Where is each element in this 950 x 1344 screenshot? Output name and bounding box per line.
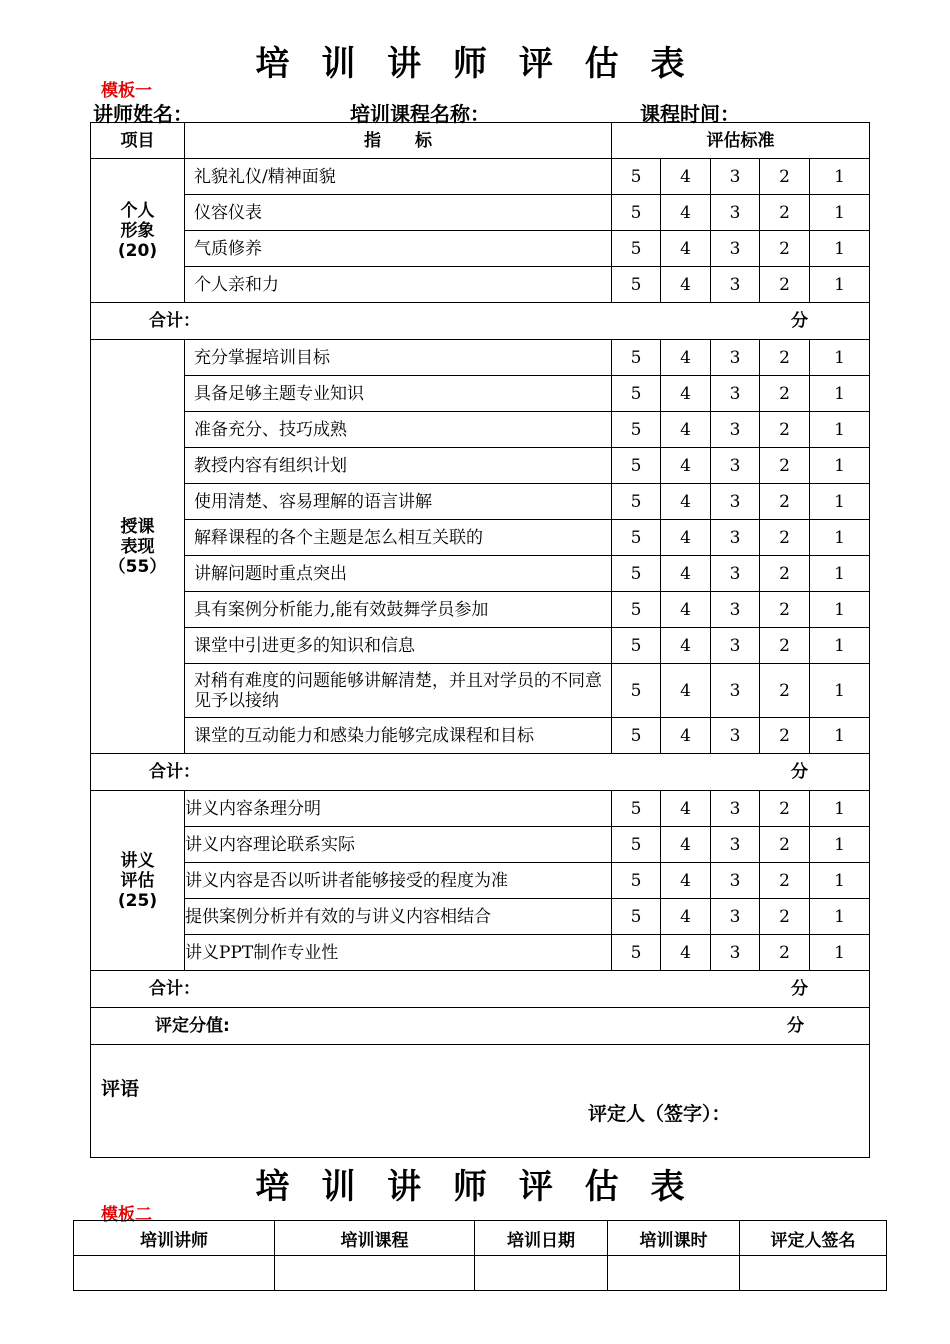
score-option-5[interactable]: 5 — [612, 791, 661, 827]
indicator-text: 教授内容有组织计划 — [185, 448, 612, 484]
score-option-1[interactable]: 1 — [810, 520, 870, 556]
score-option-1[interactable]: 1 — [810, 592, 870, 628]
course-time-field: 课程时间： — [640, 102, 740, 126]
score-option-3[interactable]: 3 — [711, 827, 760, 863]
score-option-1[interactable]: 1 — [810, 159, 870, 195]
score-option-5[interactable]: 5 — [612, 899, 661, 935]
table-row — [91, 664, 870, 718]
table-row — [91, 159, 870, 195]
score-option-1[interactable]: 1 — [810, 718, 870, 754]
trainer-name-field: 讲师姓名： — [93, 102, 193, 126]
table-header-row — [91, 123, 870, 159]
template-two-table — [73, 1220, 887, 1291]
table-row — [91, 195, 870, 231]
section-label-line: 个人 — [120, 200, 155, 221]
table-row — [91, 899, 870, 935]
score-option-3[interactable]: 3 — [711, 791, 760, 827]
score-option-5[interactable]: 5 — [612, 628, 661, 664]
indicator-text: 使用清楚、容易理解的语言讲解 — [185, 484, 612, 520]
signature-cell[interactable] — [740, 1256, 887, 1291]
table-row — [91, 791, 870, 827]
score-option-3[interactable]: 3 — [711, 484, 760, 520]
final-score-unit: 分 — [787, 1016, 804, 1036]
score-option-4[interactable]: 4 — [661, 520, 711, 556]
score-option-2[interactable]: 2 — [760, 267, 810, 303]
hours-cell[interactable] — [608, 1256, 740, 1291]
table-row — [91, 267, 870, 303]
score-option-2[interactable]: 2 — [760, 827, 810, 863]
score-option-4[interactable]: 4 — [661, 159, 711, 195]
course-name-field: 培训课程名称： — [350, 102, 490, 126]
score-option-1[interactable]: 1 — [810, 340, 870, 376]
score-option-3[interactable]: 3 — [711, 520, 760, 556]
header-course: 培训课程 — [275, 1221, 475, 1256]
indicator-text: 对稍有难度的问题能够讲解清楚，并且对学员的不同意见予以接纳 — [185, 664, 612, 718]
score-option-1[interactable]: 1 — [810, 412, 870, 448]
score-option-5[interactable]: 5 — [612, 412, 661, 448]
score-option-3[interactable]: 3 — [711, 899, 760, 935]
indicator-text: 准备充分、技巧成熟 — [185, 412, 612, 448]
subtotal-unit: 分 — [791, 979, 808, 999]
comment-label: 评语 — [101, 1078, 140, 1100]
section-label-teaching-performance — [91, 340, 185, 754]
indicator-text: 讲解问题时重点突出 — [185, 556, 612, 592]
score-option-4[interactable]: 4 — [661, 827, 711, 863]
score-option-1[interactable]: 1 — [810, 556, 870, 592]
indicator-text: 具备足够主题专业知识 — [185, 376, 612, 412]
evaluation-table — [90, 122, 870, 1158]
score-option-5[interactable]: 5 — [612, 448, 661, 484]
score-option-1[interactable]: 1 — [810, 664, 870, 718]
score-option-3[interactable]: 3 — [711, 412, 760, 448]
score-option-4[interactable]: 4 — [661, 376, 711, 412]
score-option-5[interactable]: 5 — [612, 376, 661, 412]
score-option-4[interactable]: 4 — [661, 935, 711, 971]
score-option-3[interactable]: 3 — [711, 340, 760, 376]
score-option-2[interactable]: 2 — [760, 231, 810, 267]
header-trainer: 培训讲师 — [74, 1221, 275, 1256]
score-option-1[interactable]: 1 — [810, 448, 870, 484]
indicator-text: 仪容仪表 — [185, 195, 612, 231]
score-option-2[interactable]: 2 — [760, 340, 810, 376]
final-score-row — [91, 1008, 870, 1045]
score-option-2[interactable]: 2 — [760, 718, 810, 754]
section-label-line: 评估 — [120, 870, 155, 891]
table-row — [91, 718, 870, 754]
score-option-1[interactable]: 1 — [810, 628, 870, 664]
column-header-item: 项目 — [91, 123, 185, 159]
section-label-line: 形象 — [120, 220, 155, 241]
score-option-5[interactable]: 5 — [612, 231, 661, 267]
score-option-5[interactable]: 5 — [612, 159, 661, 195]
score-option-1[interactable]: 1 — [810, 267, 870, 303]
score-option-4[interactable]: 4 — [661, 195, 711, 231]
subtotal-label: 合计： — [149, 979, 200, 999]
score-option-3[interactable]: 3 — [711, 718, 760, 754]
indicator-text: 讲义内容是否以听讲者能够接受的程度为准 — [185, 863, 612, 899]
score-option-5[interactable]: 5 — [612, 863, 661, 899]
template-two-input-row — [74, 1256, 887, 1291]
header-hours: 培训课时 — [608, 1221, 740, 1256]
score-option-4[interactable]: 4 — [661, 267, 711, 303]
score-option-1[interactable]: 1 — [810, 791, 870, 827]
indicator-text: 解释课程的各个主题是怎么相互关联的 — [185, 520, 612, 556]
indicator-text: 提供案例分析并有效的与讲义内容相结合 — [185, 899, 612, 935]
score-option-5[interactable]: 5 — [612, 718, 661, 754]
table-row — [91, 556, 870, 592]
score-option-4[interactable]: 4 — [661, 791, 711, 827]
section-label-line: 表现 — [120, 536, 155, 557]
score-option-2[interactable]: 2 — [760, 863, 810, 899]
score-option-1[interactable]: 1 — [810, 376, 870, 412]
score-option-5[interactable]: 5 — [612, 267, 661, 303]
signer-label: 评定人（签字）： — [588, 1103, 731, 1125]
score-option-1[interactable]: 1 — [810, 231, 870, 267]
table-row — [91, 412, 870, 448]
indicator-text: 课堂的互动能力和感染力能够完成课程和目标 — [185, 718, 612, 754]
table-row — [91, 484, 870, 520]
indicator-text: 充分掌握培训目标 — [185, 340, 612, 376]
section-label-line: 授课 — [120, 516, 155, 537]
table-row — [91, 231, 870, 267]
score-option-1[interactable]: 1 — [810, 827, 870, 863]
indicator-text: 气质修养 — [185, 231, 612, 267]
score-option-3[interactable]: 3 — [711, 935, 760, 971]
table-row — [91, 628, 870, 664]
table-row — [91, 592, 870, 628]
indicator-text: 礼貌礼仪/精神面貌 — [185, 159, 612, 195]
indicator-text: 讲义内容条理分明 — [185, 791, 612, 827]
score-option-4[interactable]: 4 — [661, 718, 711, 754]
subtotal-row — [91, 754, 870, 791]
indicator-text: 课堂中引进更多的知识和信息 — [185, 628, 612, 664]
template-two-label: 模板二 — [101, 1205, 152, 1225]
score-option-3[interactable]: 3 — [711, 664, 760, 718]
section-label-line: 讲义 — [120, 850, 155, 871]
indicator-text: 个人亲和力 — [185, 267, 612, 303]
score-option-3[interactable]: 3 — [711, 556, 760, 592]
score-option-4[interactable]: 4 — [661, 863, 711, 899]
score-option-4[interactable]: 4 — [661, 340, 711, 376]
subtotal-unit: 分 — [791, 762, 808, 782]
score-option-1[interactable]: 1 — [810, 863, 870, 899]
column-header-indicator: 指 标 — [185, 123, 612, 159]
table-row — [91, 340, 870, 376]
subtotal-row — [91, 971, 870, 1008]
score-option-4[interactable]: 4 — [661, 448, 711, 484]
course-cell[interactable] — [275, 1256, 475, 1291]
score-option-4[interactable]: 4 — [661, 899, 711, 935]
score-option-5[interactable]: 5 — [612, 556, 661, 592]
score-option-3[interactable]: 3 — [711, 628, 760, 664]
score-option-4[interactable]: 4 — [661, 664, 711, 718]
score-option-1[interactable]: 1 — [810, 484, 870, 520]
score-option-4[interactable]: 4 — [661, 231, 711, 267]
score-option-4[interactable]: 4 — [661, 628, 711, 664]
header-date: 培训日期 — [475, 1221, 608, 1256]
score-option-2[interactable]: 2 — [760, 484, 810, 520]
score-option-2[interactable]: 2 — [760, 628, 810, 664]
score-option-2[interactable]: 2 — [760, 412, 810, 448]
template-two-header-row — [74, 1221, 887, 1256]
trainer-cell[interactable] — [74, 1256, 275, 1291]
section-label-personal-image — [91, 159, 185, 303]
score-option-1[interactable]: 1 — [810, 195, 870, 231]
page-title: 培 训 讲 师 评 估 表 — [255, 44, 695, 84]
table-row — [91, 376, 870, 412]
final-score-label: 评定分值: — [155, 1016, 230, 1036]
section-label-line: (20) — [117, 240, 158, 261]
subtotal-label: 合计： — [149, 311, 200, 331]
score-option-5[interactable]: 5 — [612, 195, 661, 231]
score-option-4[interactable]: 4 — [661, 556, 711, 592]
score-option-2[interactable]: 2 — [760, 195, 810, 231]
score-option-1[interactable]: 1 — [810, 935, 870, 971]
section-label-line: (25) — [117, 890, 158, 911]
section-label-line: （55） — [108, 556, 167, 577]
indicator-text: 讲义内容理论联系实际 — [185, 827, 612, 863]
table-row — [91, 827, 870, 863]
comment-row — [91, 1045, 870, 1158]
indicator-text: 讲义PPT制作专业性 — [185, 935, 612, 971]
score-option-5[interactable]: 5 — [612, 484, 661, 520]
score-option-5[interactable]: 5 — [612, 827, 661, 863]
page-title-2: 培 训 讲 师 评 估 表 — [255, 1167, 695, 1207]
score-option-4[interactable]: 4 — [661, 484, 711, 520]
score-option-3[interactable]: 3 — [711, 195, 760, 231]
score-option-3[interactable]: 3 — [711, 863, 760, 899]
indicator-text: 具有案例分析能力,能有效鼓舞学员参加 — [185, 592, 612, 628]
score-option-5[interactable]: 5 — [612, 935, 661, 971]
table-row — [91, 448, 870, 484]
score-option-5[interactable]: 5 — [612, 592, 661, 628]
score-option-2[interactable]: 2 — [760, 592, 810, 628]
subtotal-unit: 分 — [791, 311, 808, 331]
score-option-3[interactable]: 3 — [711, 448, 760, 484]
score-option-3[interactable]: 3 — [711, 592, 760, 628]
section-label-handout-evaluation — [91, 791, 185, 971]
score-option-2[interactable]: 2 — [760, 448, 810, 484]
table-row — [91, 520, 870, 556]
score-option-2[interactable]: 2 — [760, 556, 810, 592]
subtotal-label: 合计： — [149, 762, 200, 782]
score-option-3[interactable]: 3 — [711, 159, 760, 195]
score-option-2[interactable]: 2 — [760, 520, 810, 556]
score-option-1[interactable]: 1 — [810, 899, 870, 935]
template-one-label: 模板一 — [101, 81, 152, 101]
score-option-3[interactable]: 3 — [711, 376, 760, 412]
column-header-standard: 评估标准 — [612, 123, 870, 159]
score-option-5[interactable]: 5 — [612, 664, 661, 718]
table-row — [91, 863, 870, 899]
score-option-2[interactable]: 2 — [760, 664, 810, 718]
score-option-2[interactable]: 2 — [760, 899, 810, 935]
score-option-5[interactable]: 5 — [612, 340, 661, 376]
score-option-2[interactable]: 2 — [760, 159, 810, 195]
score-option-2[interactable]: 2 — [760, 935, 810, 971]
score-option-4[interactable]: 4 — [661, 412, 711, 448]
score-option-3[interactable]: 3 — [711, 267, 760, 303]
header-signature: 评定人签名 — [740, 1221, 887, 1256]
score-option-2[interactable]: 2 — [760, 791, 810, 827]
score-option-5[interactable]: 5 — [612, 520, 661, 556]
subtotal-row — [91, 303, 870, 340]
score-option-4[interactable]: 4 — [661, 592, 711, 628]
score-option-2[interactable]: 2 — [760, 376, 810, 412]
date-cell[interactable] — [475, 1256, 608, 1291]
comment-cell[interactable] — [91, 1045, 870, 1158]
score-option-3[interactable]: 3 — [711, 231, 760, 267]
table-row — [91, 935, 870, 971]
